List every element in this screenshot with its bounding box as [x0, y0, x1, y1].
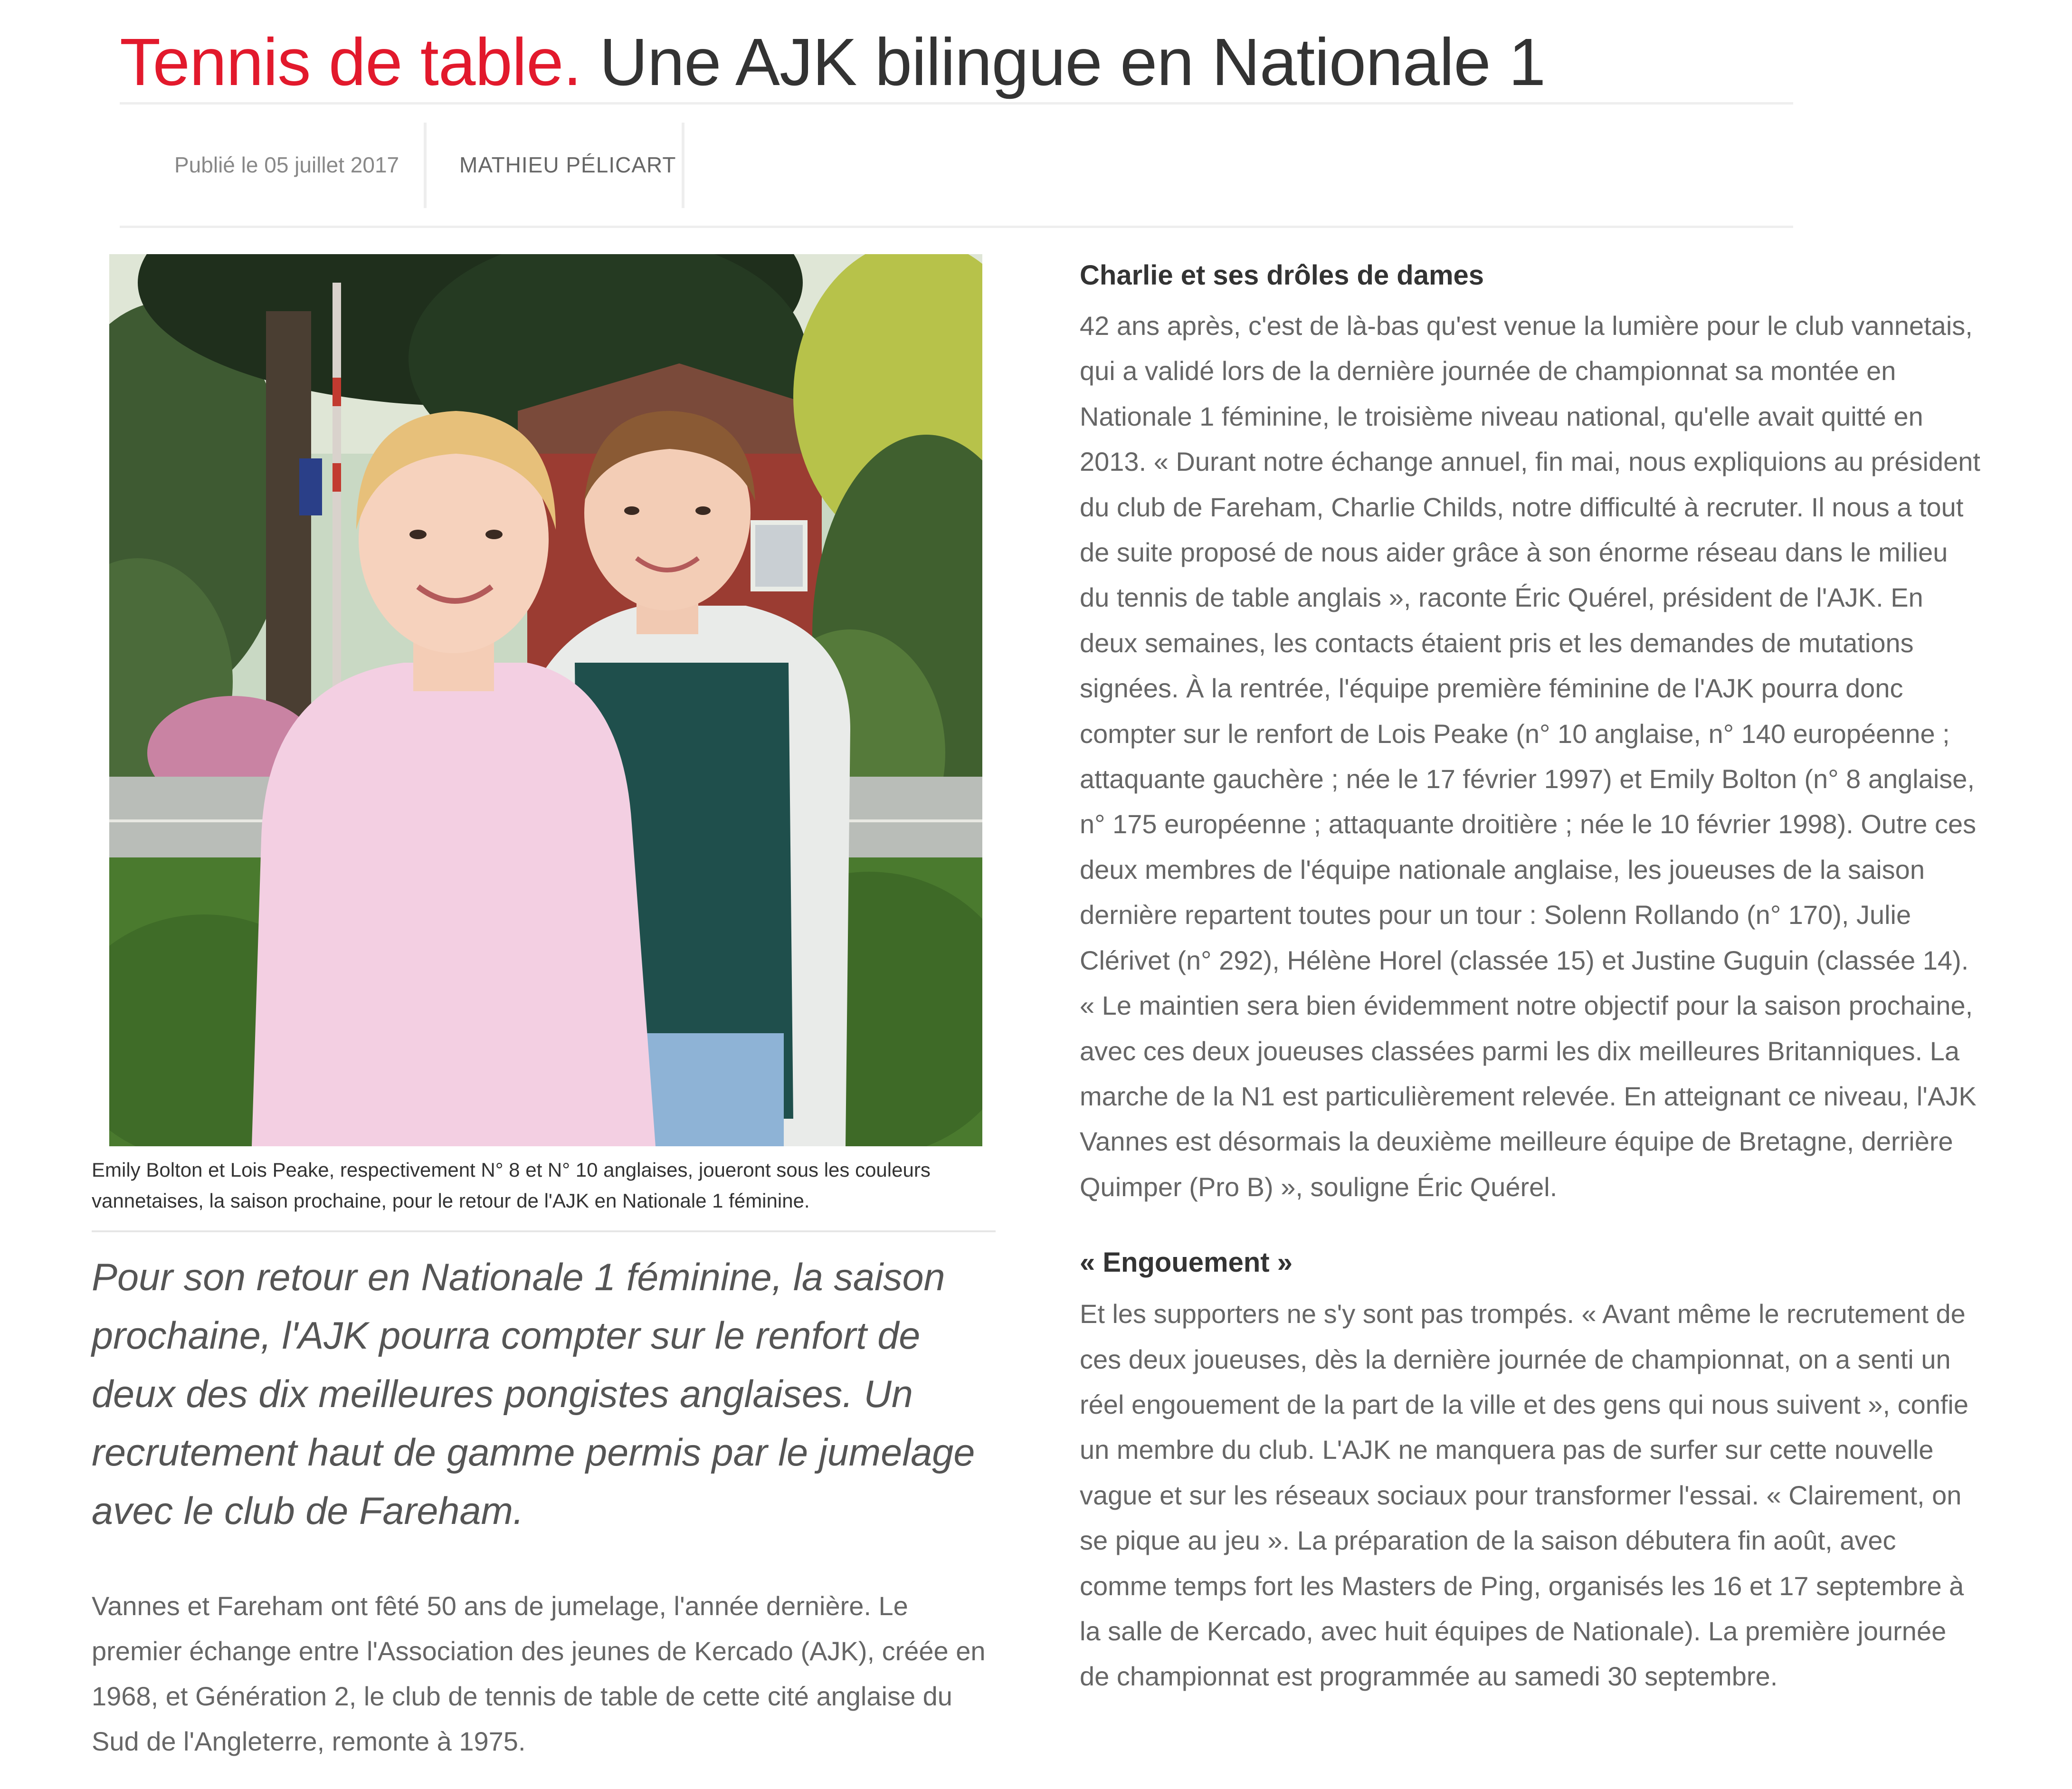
article-intro: Vannes et Fareham ont fêté 50 ans de jumelage, l'année dernière. Le premier échange entre l'Association des jeunes de Kercado (AJK), créée en 1968, et Génération 2, le club de tennis de table de cette cité anglaise du Sud de l'Angleterre, remonte à 1975. — [92, 1591, 986, 1756]
section-heading: « Engouement » — [1080, 1247, 1293, 1278]
article-lead: Pour son retour en Nationale 1 féminine, la saison prochaine, l'AJK pourra compter sur le renfort de deux des dix meilleures pongistes anglaises. Un recrutement haut de gamme permis par le jumelage avec le club de Fareham. — [92, 1256, 975, 1532]
section-paragraph: 42 ans après, c'est de là-bas qu'est venue la lumière pour le club vannetais, qui a validé lors de la dernière journée de championnat sa montée en Nationale 1 féminine, le troisième niveau national, qu'elle avait quitté en 2013. « Durant notre échange annuel, fin mai, nous expliquions au président du club de Fareham, Charlie Childs, notre difficulté à recruter. Il nous a tout de suite proposé de nous aider grâce à son énorme réseau dans le milieu du tennis de table anglais », raconte Éric Quérel, président de l'AJK. En deux semaines, les contacts étaient pris et les demandes de mutations signées. À la rentrée, l'équipe première féminine de l'AJK pourra donc compter sur le renfort de Lois Peake (n° 10 anglaise, n° 140 européenne ; attaquante gauchère ; née le 17 février 1997) et Emily Bolton (n° 8 anglaise, n° 175 européenne ; attaquante droitière ; née le 10 février 1998). Outre ces deux membres de l'équipe nationale anglaise, les joueuses de la saison dernière repartent toutes pour un tour : Solenn Rollando (n° 170), Julie Clérivet (n° 292), Hélène Horel (classée 15) et Justine Guguin (classée 14). « Le maintien sera bien évidemment notre objectif pour la saison prochaine, avec ces deux joueuses classées parmi les dix meilleures Britanniques. La marche de la N1 est particulièrement relevée. En atteignant ce niveau, l'AJK Vannes est désormais la deuxième meilleure équipe de Bretagne, derrière Quimper (Pro B) », souligne Éric Quérel. — [1080, 311, 1980, 1202]
title-divider — [120, 102, 1793, 105]
article-title — [120, 19, 1545, 105]
publish-date: Publié le 05 juillet 2017 — [174, 152, 399, 177]
photo-caption: Emily Bolton et Lois Peake, respectivement N° 8 et N° 10 anglaises, joueront sous les couleurs vannetaises, la saison prochaine, pour le retour de l'AJK en Nationale 1 féminine. — [92, 1159, 931, 1212]
caption-divider — [92, 1230, 996, 1232]
article-photo[interactable] — [109, 254, 982, 1146]
meta-divider — [120, 226, 1793, 228]
author-link[interactable]: MATHIEU PÉLICART — [459, 152, 676, 177]
photo-image — [109, 254, 982, 1146]
meta-separator — [682, 123, 684, 208]
section-heading: Charlie et ses drôles de dames — [1080, 260, 1484, 291]
meta-separator — [424, 123, 427, 208]
title-main: Une AJK bilingue en Nationale 1 — [599, 24, 1546, 99]
section-paragraph: Et les supporters ne s'y sont pas trompés. « Avant même le recrutement de ces deux joueuses, dès la dernière journée de championnat, on a senti un réel engouement de la part de la ville et des gens qui nous suivent », confie un membre du club. L'AJK ne manquera pas de surfer sur cette nouvelle vague et sur les réseaux sociaux pour transformer l'essai. « Clairement, on se pique au jeu ». La préparation de la saison débutera fin août, avec comme temps fort les Masters de Ping, organisés les 16 et 17 septembre à la salle de Kercado, avec huit équipes de Nationale). La première journée de championnat est programmée au samedi 30 septembre. — [1080, 1299, 1968, 1692]
title-kicker: Tennis de table. — [120, 24, 581, 99]
article-body — [1080, 252, 1982, 1699]
